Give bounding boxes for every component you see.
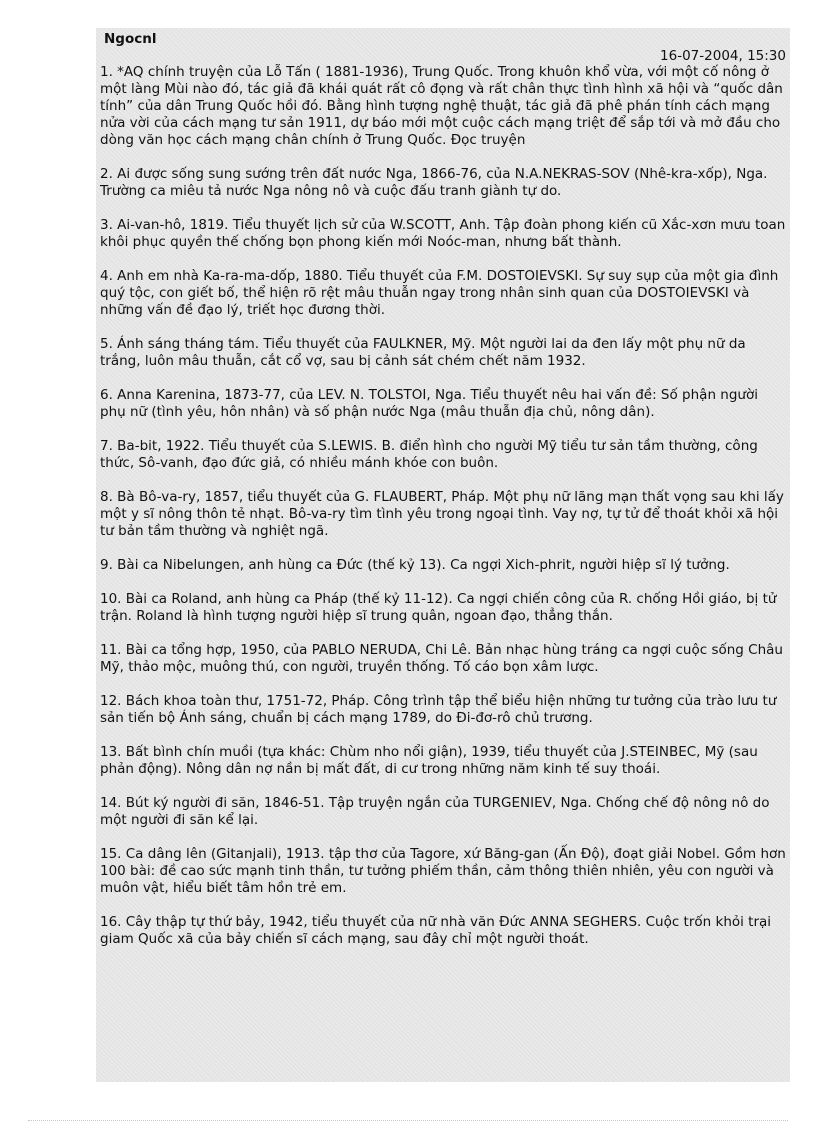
post-body (100, 64, 786, 948)
book-entry-7: 7. Ba-bit, 1922. Tiểu thuyết của S.LEWIS. B. điển hình cho người Mỹ tiểu tư sản tầm thường, công thức, Sô-vanh, đạo đức giả, có nhiều mánh khóe con buôn. (100, 438, 758, 471)
book-entry-12: 12. Bách khoa toàn thư, 1751-72, Pháp. Công trình tập thể biểu hiện những tư tưởng của trào lưu tư sản tiến bộ Ánh sáng, chuẩn bị cách mạng 1789, do Đi-đơ-rô chủ trương. (100, 693, 777, 726)
forum-post (96, 28, 790, 1082)
book-entry-11: 11. Bài ca tổng hợp, 1950, của PABLO NERUDA, Chi Lê. Bản nhạc hùng tráng ca ngợi cuộc sống Châu Mỹ, thảo mộc, muông thú, con người, truyền thống. Tố cáo bọn xâm lược. (100, 642, 783, 675)
book-entry-8: 8. Bà Bô-va-ry, 1857, tiểu thuyết của G. FLAUBERT, Pháp. Một phụ nữ lãng mạn thất vọng sau khi lấy một y sĩ nông thôn tẻ nhạt. Bô-va-ry tìm tình yêu trong ngoại tình. Vay nợ, tự tử để thoát khỏi xã hội tư bản tầm thường và nghiệt ngã. (100, 489, 784, 539)
book-entry-2: 2. Ai được sống sung sướng trên đất nước Nga, 1866-76, của N.A.NEKRAS-SOV (Nhê-kra-xốp), Nga. Trường ca miêu tả nước Nga nông nô và cuộc đấu tranh giành tự do. (100, 166, 768, 199)
post-timestamp: 16-07-2004, 15:30 (660, 48, 786, 64)
book-entry-13: 13. Bất bình chín muồi (tựa khác: Chùm nho nổi giận), 1939, tiểu thuyết của J.STEINBEC, Mỹ (sau phản động). Nông dân nợ nần bị mất đất, di cư trong những năm kinh tế suy thoái. (100, 744, 758, 777)
book-entry-6: 6. Anna Karenina, 1873-77, của LEV. N. TOLSTOI, Nga. Tiểu thuyết nêu hai vấn đề: Số phận người phụ nữ (tình yêu, hôn nhân) và số phận nước Nga (mâu thuẫn địa chủ, nông dân). (100, 387, 758, 420)
book-entry-10: 10. Bài ca Roland, anh hùng ca Pháp (thế kỷ 11-12). Ca ngợi chiến công của R. chống Hồi giáo, bị tử trận. Roland là hình tượng người hiệp sĩ trung quân, ngoan đạo, thẳng thắn. (100, 591, 777, 624)
book-entry-14: 14. Bút ký người đi săn, 1846-51. Tập truyện ngắn của TURGENIEV, Nga. Chống chế độ nông nô do một người đi săn kể lại. (100, 795, 770, 828)
book-entry-3: 3. Ai-van-hô, 1819. Tiểu thuyết lịch sử của W.SCOTT, Anh. Tập đoàn phong kiến cũ Xắc-xơn mưu toan khôi phục quyền thế chống bọn phong kiến mới Noóc-man, nhưng bất thành. (100, 217, 786, 250)
book-entry-4: 4. Anh em nhà Ka-ra-ma-dốp, 1880. Tiểu thuyết của F.M. DOSTOIEVSKI. Sự suy sụp của một gia đình quý tộc, con giết bố, thể hiện rõ rệt mâu thuẫn ngay trong nhân sinh quan của DOSTOIEVSKI và những vấn đề đạo lý, triết học đương thời. (100, 268, 779, 318)
book-entry-15: 15. Ca dâng lên (Gitanjali), 1913. tập thơ của Tagore, xứ Băng-gan (Ấn Độ), đoạt giải Nobel. Gồm hơn 100 bài: đề cao sức mạnh tinh thần, tư tưởng phiếm thần, cảm thông thiên nhiên, yêu con người và muôn vật, hiểu biết tâm hồn trẻ em. (100, 846, 786, 896)
book-entry-16: 16. Cây thập tự thứ bảy, 1942, tiểu thuyết của nữ nhà văn Đức ANNA SEGHERS. Cuộc trốn khỏi trại giam Quốc xã của bảy chiến sĩ cách mạng, sau đây chỉ một người thoát. (100, 914, 772, 947)
book-entry-1: 1. *AQ chính truyện của Lỗ Tấn ( 1881-1936), Trung Quốc. Trong khuôn khổ vừa, với một cố nông ở một làng Mùi nào đó, tác giả đã khái quát rất cô đọng và rất chân thực tình hình xã hội và “quốc dân tính” của dân Trung Quốc hồi đó. Bằng hình tượng nghệ thuật, tác giả đã phê phán tính cách mạng nửa vời của cách mạng tư sản 1911, dự báo mới một cuộc cách mạng triệt để sắp tới và mở đầu cho dòng văn học cách mạng chân chính ở Trung Quốc. Đọc truyện (100, 64, 783, 148)
page-divider (28, 1120, 788, 1121)
book-entry-9: 9. Bài ca Nibelungen, anh hùng ca Đức (thế kỷ 13). Ca ngợi Xich-phrit, người hiệp sĩ lý tưởng. (100, 557, 730, 573)
post-author: Ngocnl (104, 31, 157, 47)
book-entry-5: 5. Ánh sáng tháng tám. Tiểu thuyết của FAULKNER, Mỹ. Một người lai da đen lấy một phụ nữ da trắng, luôn mâu thuẫn, cắt cổ vợ, sau bị cảnh sát chém chết năm 1932. (100, 336, 746, 369)
